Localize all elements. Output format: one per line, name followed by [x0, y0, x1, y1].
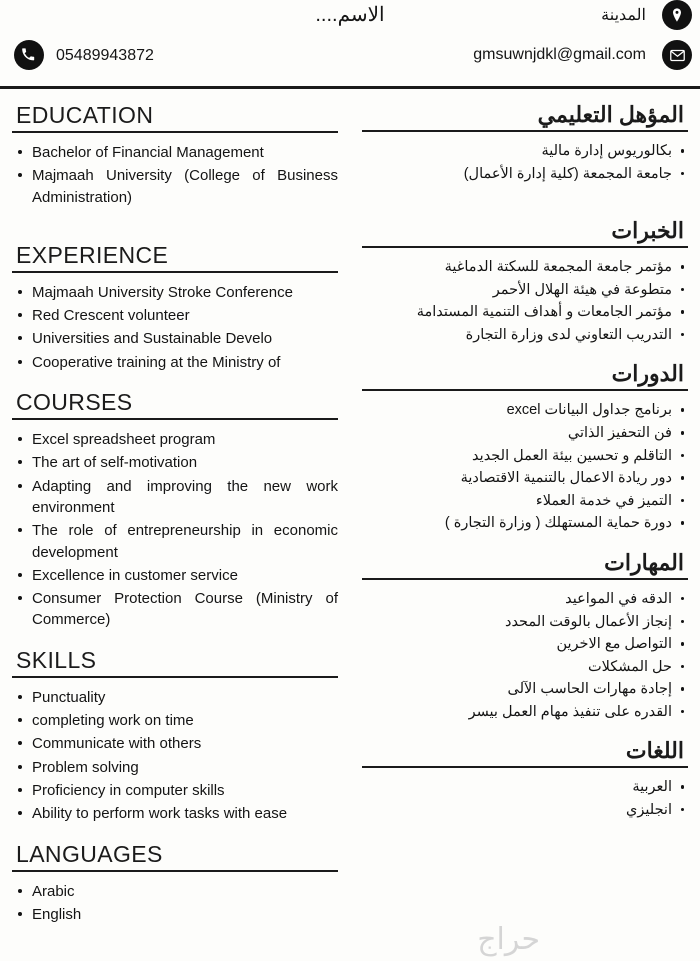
phone-icon [14, 40, 44, 70]
experience-list-ar [362, 257, 688, 345]
spacer [362, 186, 688, 212]
header-divider [0, 86, 700, 89]
list-item: التاقلم و تحسين بيئة العمل الجديد [362, 446, 688, 467]
list-item: انجليزي [362, 800, 688, 821]
list-item: التدريب التعاوني لدى وزارة التجارة [362, 325, 688, 346]
section-languages-ar [362, 732, 688, 820]
section-title: المهارات [362, 544, 688, 580]
list-item: Communicate with others [12, 733, 338, 754]
list-item: التميز في خدمة العملاء [362, 491, 688, 512]
list-item: مؤتمر جامعة المجمعة للسكتة الدماغية [362, 257, 688, 278]
contact-city: المدينة [601, 7, 646, 24]
section-title: COURSES [12, 383, 338, 420]
location-pin-icon [662, 0, 692, 30]
section-title: اللغات [362, 732, 688, 768]
section-courses-en [12, 383, 338, 631]
resume-header [0, 0, 700, 88]
section-skills-ar [362, 544, 688, 722]
watermark: حراج [477, 922, 540, 957]
list-item: Majmaah University Stroke Conference [12, 282, 338, 303]
list-item: Red Crescent volunteer [12, 305, 338, 326]
section-title: EXPERIENCE [12, 236, 338, 273]
section-title: SKILLS [12, 641, 338, 678]
experience-list-en [12, 282, 338, 373]
skills-list-ar [362, 589, 688, 722]
courses-list-ar [362, 400, 688, 533]
section-title: الدورات [362, 355, 688, 391]
list-item: The art of self-motivation [12, 452, 338, 473]
section-title: الخبرات [362, 212, 688, 248]
languages-list-ar [362, 777, 688, 820]
skills-list-en [12, 687, 338, 825]
list-item: Arabic [12, 881, 338, 902]
mail-icon [662, 40, 692, 70]
spacer [362, 536, 688, 544]
section-title: LANGUAGES [12, 835, 338, 872]
spacer [362, 724, 688, 732]
contact-email: gmsuwnjdkl@gmail.com [473, 46, 646, 63]
list-item: التواصل مع الاخرين [362, 634, 688, 655]
languages-list-en [12, 881, 338, 926]
section-skills-en [12, 641, 338, 825]
list-item: فن التحفيز الذاتي [362, 423, 688, 444]
spacer [362, 347, 688, 355]
list-item: متطوعة في هيئة الهلال الأحمر [362, 280, 688, 301]
resume-body [0, 96, 700, 961]
education-list-ar [362, 141, 688, 184]
courses-list-en [12, 429, 338, 631]
list-item: برنامج جداول البيانات excel [362, 400, 688, 421]
list-item: الدقه في المواعيد [362, 589, 688, 610]
list-item: Consumer Protection Course (Ministry of Commerce) [12, 588, 338, 631]
list-item: Ability to perform work tasks with ease [12, 803, 338, 824]
list-item: جامعة المجمعة (كلية إدارة الأعمال) [362, 164, 688, 185]
english-column [0, 96, 350, 961]
contact-phone: 05489943872 [56, 47, 154, 64]
list-item: Proficiency in computer skills [12, 780, 338, 801]
page-title: الاسم.... [315, 4, 385, 26]
list-item: بكالوريوس إدارة مالية [362, 141, 688, 162]
section-education-ar [362, 96, 688, 184]
list-item: دورة حماية المستهلك ( وزارة التجارة ) [362, 513, 688, 534]
list-item: The role of entrepreneurship in economic development [12, 520, 338, 563]
section-education-en [12, 96, 338, 208]
section-title: المؤهل التعليمي [362, 96, 688, 132]
list-item: Excellence in customer service [12, 565, 338, 586]
list-item: Excel spreadsheet program [12, 429, 338, 450]
list-item: Bachelor of Financial Management [12, 142, 338, 163]
list-item: إنجاز الأعمال بالوقت المحدد [362, 612, 688, 633]
spacer [12, 633, 338, 641]
list-item: العربية [362, 777, 688, 798]
section-experience-ar [362, 212, 688, 345]
spacer [12, 210, 338, 236]
list-item: القدره على تنفيذ مهام العمل بيسر [362, 702, 688, 723]
list-item: English [12, 904, 338, 925]
list-item: إجادة مهارات الحاسب الآلى [362, 679, 688, 700]
list-item: Universities and Sustainable Develo [12, 328, 338, 349]
list-item: completing work on time [12, 710, 338, 731]
list-item: Problem solving [12, 757, 338, 778]
list-item: حل المشكلات [362, 657, 688, 678]
education-list-en [12, 142, 338, 208]
list-item: دور ريادة الاعمال بالتنمية الاقتصادية [362, 468, 688, 489]
list-item: مؤتمر الجامعات و أهداف التنمية المستدامة [362, 302, 688, 323]
section-experience-en [12, 236, 338, 373]
spacer [12, 827, 338, 835]
section-courses-ar [362, 355, 688, 533]
list-item: Punctuality [12, 687, 338, 708]
section-languages-en [12, 835, 338, 926]
list-item: Majmaah University (College of Business Administration) [12, 165, 338, 208]
arabic-column [350, 96, 700, 961]
section-title: EDUCATION [12, 96, 338, 133]
list-item: Adapting and improving the new work environment [12, 476, 338, 519]
spacer [12, 375, 338, 383]
list-item: Cooperative training at the Ministry of [12, 352, 338, 373]
